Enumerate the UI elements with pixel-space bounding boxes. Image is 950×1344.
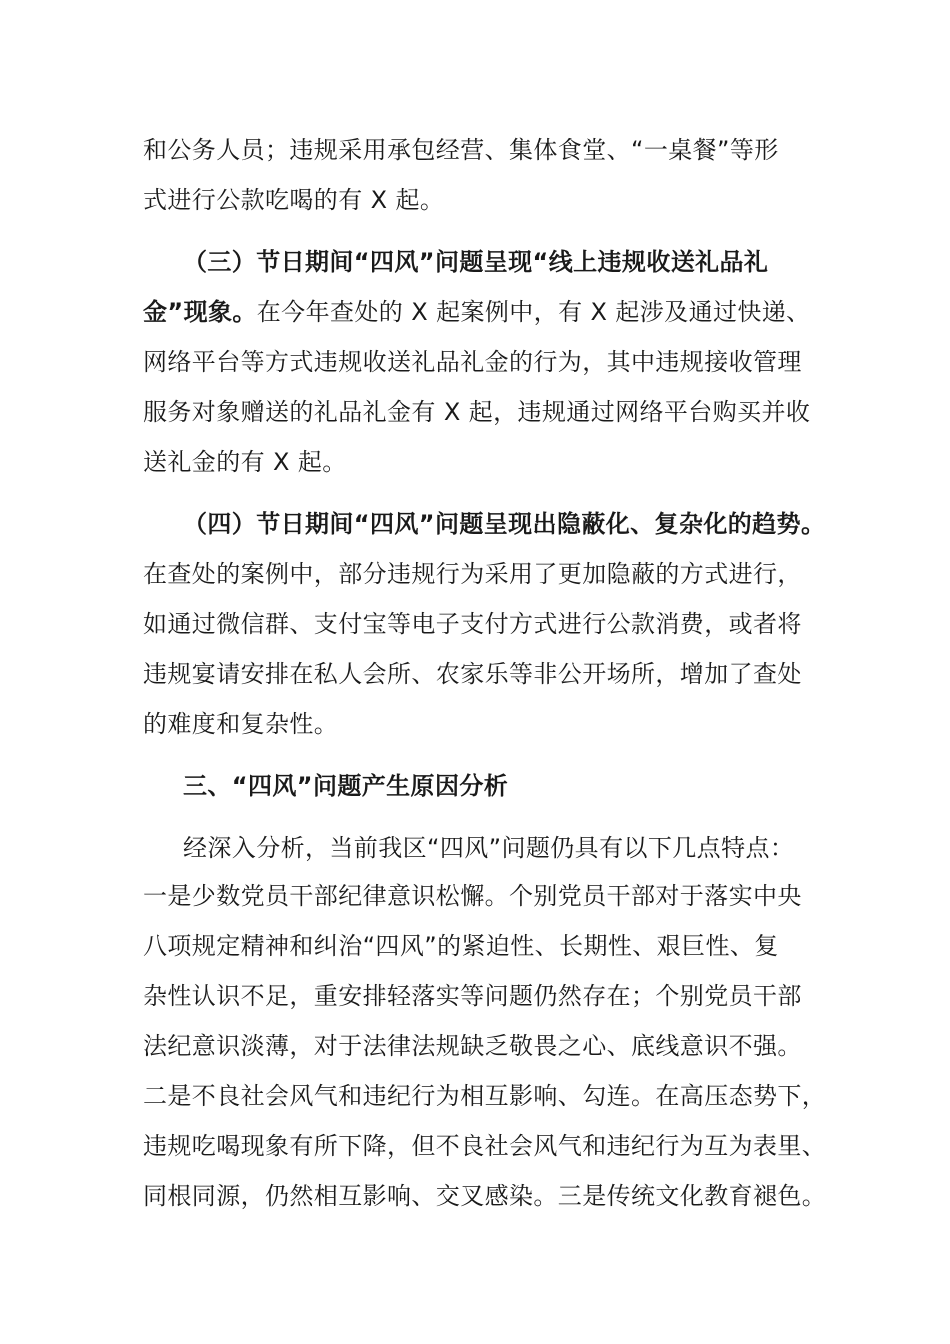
body-text-line: 送礼金的有 X 起。 (143, 448, 347, 476)
body-text-line: 法纪意识淡薄，对于法律法规缺乏敬畏之心、底线意识不强。 (143, 1032, 802, 1060)
body-text-line: 杂性认识不足，重安排轻落实等问题仍然存在；个别党员干部 (143, 982, 802, 1010)
body-text-line: 服务对象赠送的礼品礼金有 X 起，违规通过网络平台购买并收 (143, 398, 811, 426)
body-text-line: 网络平台等方式违规收送礼品礼金的行为，其中违规接收管理 (143, 348, 802, 376)
body-text-line: 同根同源，仍然相互影响、交叉感染。三是传统文化教育褪色。 (143, 1182, 827, 1210)
body-text-line: 违规吃喝现象有所下降，但不良社会风气和违纪行为互为表里、 (143, 1132, 827, 1160)
section-heading-4: （四）节日期间“四风”问题呈现出隐蔽化、复杂化的趋势。 (183, 510, 826, 538)
body-text-line: 违规宴请安排在私人会所、农家乐等非公开场所，增加了查处 (143, 660, 802, 688)
paragraph-text: 在今年查处的 X 起案例中，有 X 起涉及通过快递、 (256, 298, 811, 326)
body-text-line: 和公务人员；违规采用承包经营、集体食堂、“一桌餐”等形 (143, 136, 779, 164)
body-text-line: 八项规定精神和纠治“四风”的紧迫性、长期性、艰巨性、复 (143, 932, 779, 960)
body-text-line: 在查处的案例中，部分违规行为采用了更加隐蔽的方式进行， (143, 560, 802, 588)
body-text-line: 二是不良社会风气和违纪行为相互影响、勾连。在高压态势下， (143, 1082, 827, 1110)
chapter-heading: 三、“四风”问题产生原因分析 (183, 772, 509, 800)
section-heading-3-text: （三）节日期间“四风”问题呈现“线上违规收送礼品礼 (183, 248, 769, 276)
section-heading-3 (183, 242, 823, 282)
body-text-line: 经深入分析，当前我区“四风”问题仍具有以下几点特点： (183, 834, 795, 862)
body-text-line: 如通过微信群、支付宝等电子支付方式进行公款消费，或者将 (143, 610, 802, 638)
body-text-line: 一是少数党员干部纪律意识松懈。个别党员干部对于落实中央 (143, 882, 802, 910)
body-text-line (143, 292, 823, 332)
body-text-line: 式进行公款吃喝的有 X 起。 (143, 186, 445, 214)
body-text-line: 的难度和复杂性。 (143, 710, 339, 738)
section-heading-3-continuation: 金”现象。 (143, 298, 257, 326)
